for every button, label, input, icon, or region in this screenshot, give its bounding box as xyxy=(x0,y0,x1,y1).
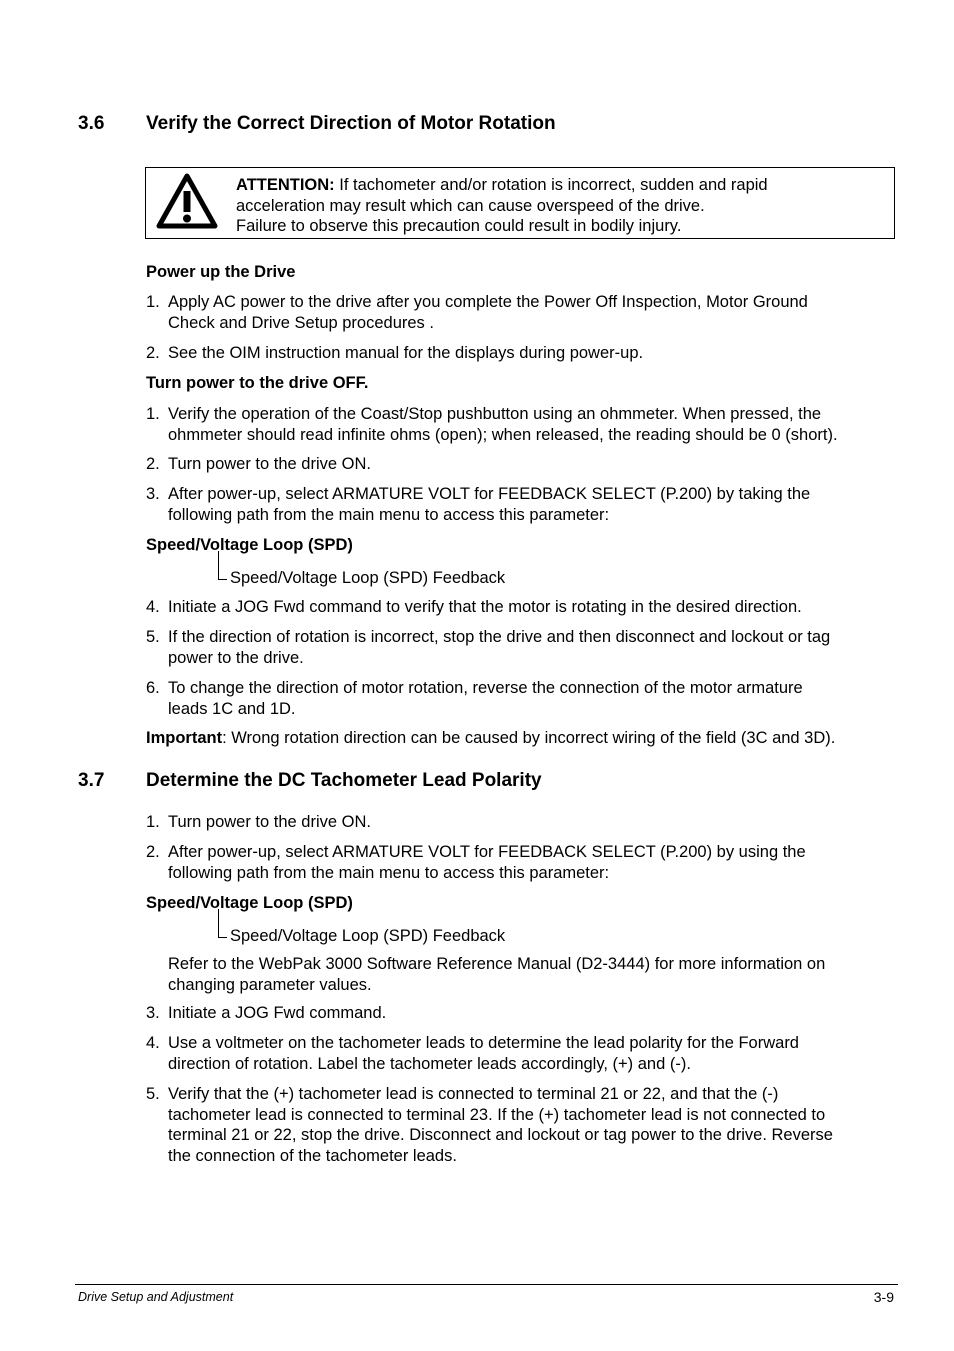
important-note xyxy=(146,728,835,749)
refer-line: changing parameter values. xyxy=(168,975,372,994)
list-line: ohmmeter should read infinite ohms (open); when released, the reading should be 0 (short). xyxy=(168,425,838,444)
list-line: After power-up, select ARMATURE VOLT for FEEDBACK SELECT (P.200) by taking the xyxy=(168,485,811,503)
power-up-heading: Power up the Drive xyxy=(146,263,296,281)
important-text: : Wrong rotation direction can be caused by incorrect wiring of the field (3C and 3D). xyxy=(222,729,836,747)
list-number: 1. xyxy=(146,813,160,831)
important-label: Important xyxy=(146,729,223,747)
attention-line-2: acceleration may result which can cause overspeed of the drive. xyxy=(236,196,705,215)
menu-path: Speed/Voltage Loop (SPD) xyxy=(146,536,353,554)
list-line: direction of rotation. Label the tachometer leads accordingly, (+) and (-). xyxy=(168,1054,691,1073)
tree-connector xyxy=(218,551,227,580)
refer-line: Refer to the WebPak 3000 Software Reference Manual (D2-3444) for more information on xyxy=(168,955,826,973)
attention-line-1: If tachometer and/or rotation is incorrect, sudden and rapid xyxy=(334,176,768,194)
turn-off-heading: Turn power to the drive OFF. xyxy=(146,374,369,392)
tree-connector xyxy=(218,909,227,938)
list-line: After power-up, select ARMATURE VOLT for FEEDBACK SELECT (P.200) by using the xyxy=(168,843,806,861)
list-line: Initiate a JOG Fwd command. xyxy=(168,1004,387,1022)
list-number: 1. xyxy=(146,405,160,423)
footer-title: Drive Setup and Adjustment xyxy=(78,1290,234,1304)
section-number: 3.6 xyxy=(78,113,105,134)
list-line: following path from the main menu to access this parameter: xyxy=(168,863,610,882)
list-line: Use a voltmeter on the tachometer leads to determine the lead polarity for the Forward xyxy=(168,1034,799,1052)
footer-divider xyxy=(75,1284,898,1285)
warning-icon xyxy=(156,173,218,230)
attention-label: ATTENTION: xyxy=(236,176,335,194)
list-line: Turn power to the drive ON. xyxy=(168,813,371,831)
list-number: 3. xyxy=(146,1004,160,1022)
section-title: Determine the DC Tachometer Lead Polarity xyxy=(146,770,542,791)
attention-box xyxy=(145,167,895,239)
list-line: Check and Drive Setup procedures . xyxy=(168,313,434,332)
list-line: Apply AC power to the drive after you complete the Power Off Inspection, Motor Ground xyxy=(168,293,808,311)
section-title: Verify the Correct Direction of Motor Rotation xyxy=(146,113,556,134)
list-line: Verify the operation of the Coast/Stop pushbutton using an ohmmeter. When pressed, the xyxy=(168,405,822,423)
list-number: 2. xyxy=(146,344,160,362)
attention-text xyxy=(236,175,768,237)
list-line: To change the direction of motor rotation, reverse the connection of the motor armature xyxy=(168,679,803,697)
list-number: 6. xyxy=(146,679,160,697)
menu-path: Speed/Voltage Loop (SPD) xyxy=(146,894,353,912)
sub-path: Speed/Voltage Loop (SPD) Feedback xyxy=(230,927,506,945)
sub-path: Speed/Voltage Loop (SPD) Feedback xyxy=(230,569,506,587)
list-number: 2. xyxy=(146,455,160,473)
refer-note xyxy=(168,954,825,995)
list-line: the connection of the tachometer leads. xyxy=(168,1146,457,1165)
list-line: If the direction of rotation is incorrect, stop the drive and then disconnect and lockout or tag xyxy=(168,628,831,646)
list-line: terminal 21 or 22, stop the drive. Disconnect and lockout or tag power to the drive. Reverse xyxy=(168,1126,833,1144)
list-number: 1. xyxy=(146,293,160,311)
list-line: tachometer lead is connected to terminal 23. If the (+) tachometer lead is not connected to xyxy=(168,1105,826,1124)
page-number: 3-9 xyxy=(873,1289,894,1305)
list-line: Turn power to the drive ON. xyxy=(168,455,371,473)
list-number: 4. xyxy=(146,1034,160,1052)
list-number: 5. xyxy=(146,628,160,646)
list-number: 3. xyxy=(146,485,160,503)
list-line: leads 1C and 1D. xyxy=(168,699,296,718)
list-line: Verify that the (+) tachometer lead is connected to terminal 21 or 22, and that the (-) xyxy=(168,1085,779,1103)
list-line: Initiate a JOG Fwd command to verify that the motor is rotating in the desired direction. xyxy=(168,598,802,616)
list-line: following path from the main menu to access this parameter: xyxy=(168,505,610,524)
list-line: See the OIM instruction manual for the displays during power-up. xyxy=(168,344,644,362)
list-number: 5. xyxy=(146,1085,160,1103)
list-number: 4. xyxy=(146,598,160,616)
section-number: 3.7 xyxy=(78,770,105,791)
attention-line-3: Failure to observe this precaution could result in bodily injury. xyxy=(236,217,682,235)
list-line: power to the drive. xyxy=(168,648,304,667)
list-number: 2. xyxy=(146,843,160,861)
